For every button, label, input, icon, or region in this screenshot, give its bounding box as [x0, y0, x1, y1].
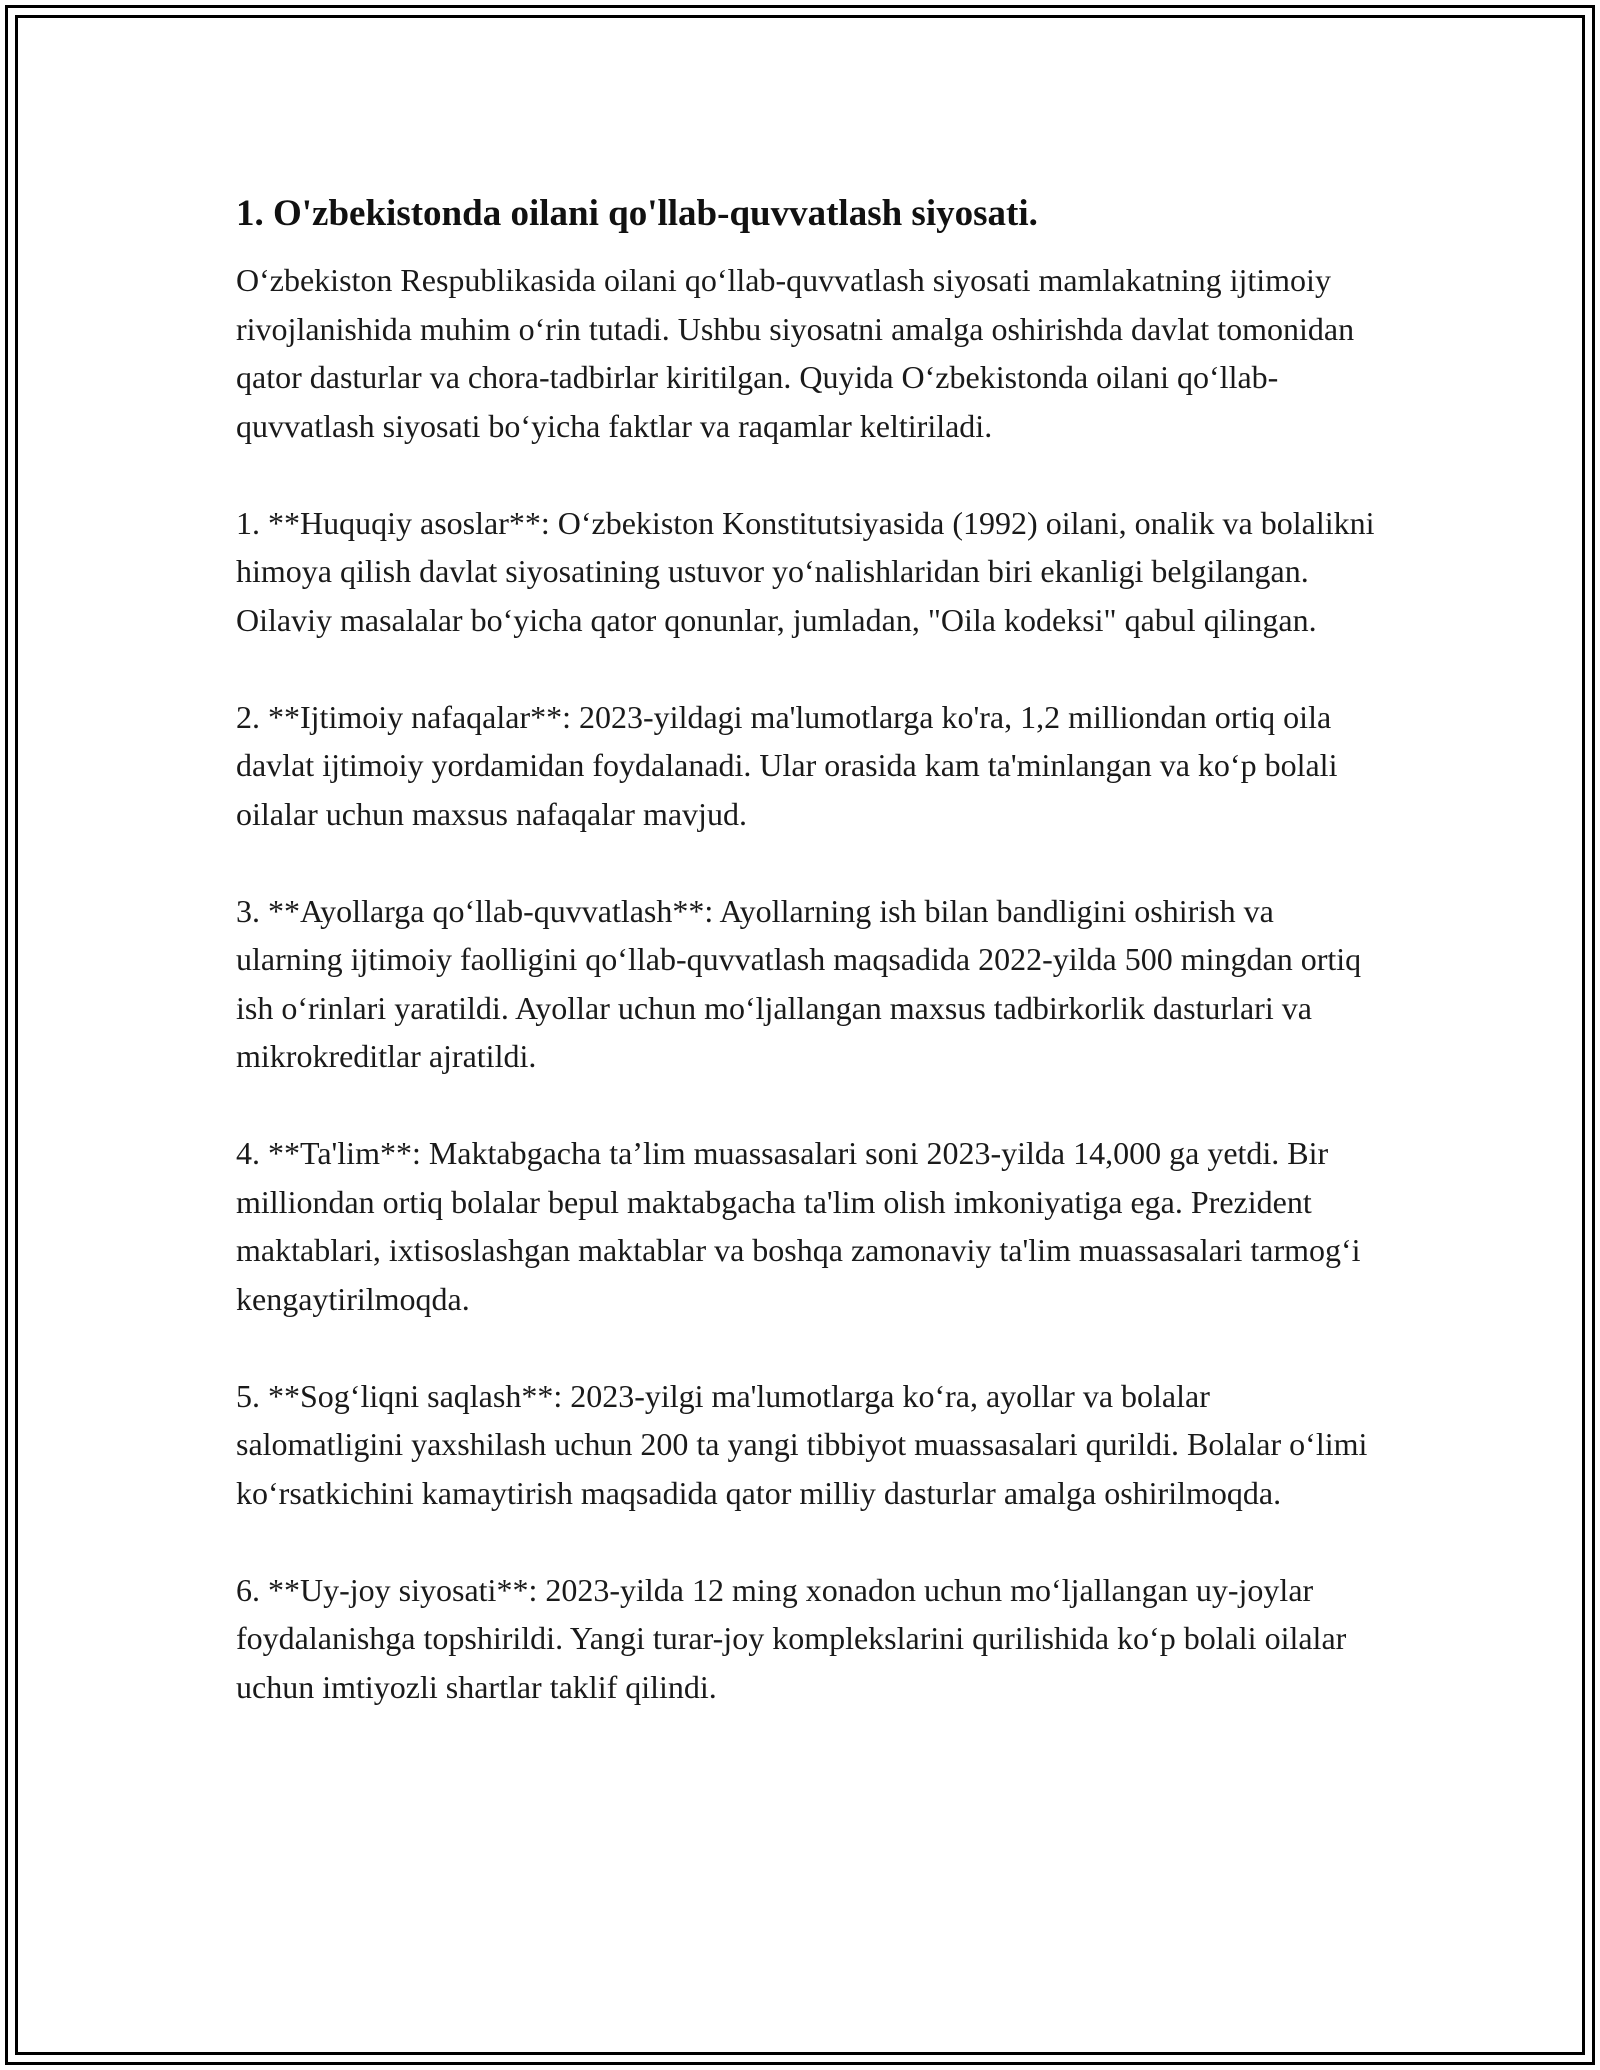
paragraph-legal-basis: 1. **Huquqiy asoslar**: O‘zbekiston Konstitutsiyasida (1992) oilani, onalik va bolalikni himoya qilish davlat siyosatining ustuvor yo‘nalishlaridan biri ekanligi belgilangan. Oilaviy masalalar bo‘yicha qator qonunlar, jumladan, "Oila kodeksi" qabul qilingan. [236, 504, 1375, 638]
paragraph-healthcare: 5. **Sog‘liqni saqlash**: 2023-yilgi ma'lumotlarga ko‘ra, ayollar va bolalar salomatligini yaxshilash uchun 200 ta yangi tibbiyot muassasalari qurildi. Bolalar o‘limi ko‘rsatkichini kamaytirish maqsadida qator milliy dasturlar amalga oshirilmoqda. [236, 1377, 1368, 1511]
paragraph-social-benefits: 2. **Ijtimoiy nafaqalar**: 2023-yildagi ma'lumotlarga ko'ra, 1,2 milliondan ortiq oila davlat ijtimoiy yordamidan foydalanadi. Ular orasida kam ta'minlangan va ko‘p bolali oilalar uchun maxsus nafaqalar mavjud. [236, 698, 1338, 832]
document-title: 1. O'zbekistonda oilani qo'llab-quvvatlash siyosati. [236, 193, 1038, 234]
document-body [236, 188, 1376, 1711]
paragraph-intro: O‘zbekiston Respublikasida oilani qo‘llab-quvvatlash siyosati mamlakatning ijtimoiy rivojlanishida muhim o‘rin tutadi. Ushbu siyosatni amalga oshirishda davlat tomonidan qator dasturlar va chora-tadbirlar kiritilgan. Quyida O‘zbekistonda oilani qo‘llab-quvvatlash siyosati bo‘yicha faktlar va raqamlar keltiriladi. [236, 262, 1355, 444]
paragraph-housing-policy: 6. **Uy-joy siyosati**: 2023-yilda 12 ming xonadon uchun mo‘ljallangan uy-joylar foydalanishga topshirildi. Yangi turar-joy komplekslarini qurilishida ko‘p bolali oilalar uchun imtiyozli shartlar taklif qilindi. [236, 1571, 1347, 1705]
paragraph-education: 4. **Ta'lim**: Maktabgacha ta’lim muassasalari soni 2023-yilda 14,000 ga yetdi. Bir milliondan ortiq bolalar bepul maktabgacha ta'lim olish imkoniyatiga ega. Prezident maktablari, ixtisoslashgan maktablar va boshqa zamonaviy ta'lim muassasalari tarmog‘i kengaytirilmoqda. [236, 1135, 1361, 1317]
paragraph-women-support: 3. **Ayollarga qo‘llab-quvvatlash**: Ayollarning ish bilan bandligini oshirish va ularning ijtimoiy faolligini qo‘llab-quvvatlash maqsadida 2022-yilda 500 mingdan ortiq ish o‘rinlari yaratildi. Ayollar uchun mo‘ljallangan maxsus tadbirkorlik dasturlari va mikrokreditlar ajratildi. [236, 892, 1362, 1074]
